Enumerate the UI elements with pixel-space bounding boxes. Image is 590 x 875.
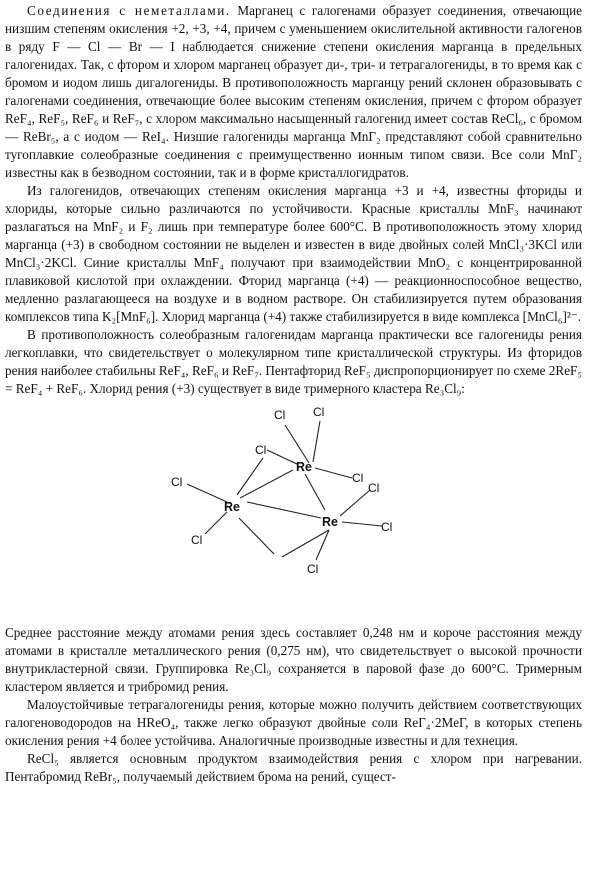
bond xyxy=(315,468,352,478)
paragraph-text: ReCl₅ является основным продуктом взаимодействия рения с хлором при нагревании. Пентабромид ReBr₅, получаемый действием брома на рений, сущест- xyxy=(5,751,582,784)
paragraph-5 xyxy=(5,696,582,750)
re-atom-right: Re xyxy=(322,515,338,529)
paragraph-4 xyxy=(5,624,582,696)
paragraph-6 xyxy=(5,750,582,786)
cl-atom: Cl xyxy=(381,520,393,534)
bond xyxy=(187,484,227,502)
bond xyxy=(240,470,293,498)
re3cl9-structure-diagram xyxy=(145,400,465,620)
cl-atom: Cl xyxy=(368,481,380,495)
bond xyxy=(313,421,320,462)
bond xyxy=(247,502,321,518)
bond xyxy=(285,425,309,463)
cl-atom: Cl xyxy=(274,408,286,422)
paragraph-text: Среднее расстояние между атомами рения здесь составляет 0,248 нм и короче расстояния между атомами в кристалле металлического рения (0,275 нм), что свидетельствует о высокой прочности внутрикластерной связи. Группировка Re₃Cl₉ сохраняется в паровой фазе до 600°С. Тримерным кластером является и трибромид рения. xyxy=(5,625,582,694)
re-atom-left: Re xyxy=(224,500,240,514)
bond xyxy=(282,530,329,557)
bond xyxy=(305,474,325,510)
cl-atom: Cl xyxy=(352,471,364,485)
bond xyxy=(342,522,382,526)
paragraph-text: В противоположность солеобразным галогенидам марганца практически все галогениды рения легкоплавки, что свидетельствует о молекулярном типе кристаллической структуры. Из фторидов рения наиболее стабильны ReF₄, ReF₆ и ReF₇. Пентафторид ReF₅ диспропорционирует по схеме 2ReF₅ = ReF₄ + ReF₆. Хлорид рения (+3) существует в виде тримерного кластера Re₃Cl₉: xyxy=(5,327,582,396)
paragraph-3 xyxy=(5,326,582,398)
re-atom-top: Re xyxy=(296,460,312,474)
section-lead: Соединения с неметаллами. xyxy=(27,3,231,18)
cl-atom: Cl xyxy=(191,533,203,547)
paragraph-text: Из галогенидов, отвечающих степеням окисления марганца +3 и +4, известны фториды и хлориды, которые сильно различаются по устойчивости. Красные кристаллы MnF₃ начинают разлагаться на MnF₂ и F₂ лишь при температуре более 600°С. В противоположность этому хлорид марганца (+3) в свободном состоянии не выделен и известен в виде двойных солей MnCl₃·3KCl или MnCl₃·2KCl. Синие кристаллы MnF₄ получают при взаимодействии MnO₂ с концентрированной плавиковой кислотой при охлаждении. Фторид марганца (+4) — реакционноспособное вещество, медленно разлагающееся на воздухе и в водном растворе. Он стабилизируется путем образования комплексов типа K₂[MnF₆]. Хлорид марганца (+4) также стабилизируется в виде комплекса [MnCl₆]²⁻. xyxy=(5,183,582,324)
bond xyxy=(340,490,370,516)
paragraph-2 xyxy=(5,182,582,326)
cl-atom: Cl xyxy=(313,405,325,419)
cl-atom: Cl xyxy=(171,475,183,489)
paragraph-text: Малоустойчивые тетрагалогениды рения, которые можно получить действием соответствующих галогеноводородов на HReO₄, также легко образуют двойные соли ReΓ₄·2MeΓ, в которых степень окисления рения +4 более устойчива. Аналогичные производные известны и для технеция. xyxy=(5,697,582,748)
bond xyxy=(316,530,329,560)
bond xyxy=(239,518,274,554)
paragraph-text: Марганец с галогенами образует соединения, отвечающие низшим степеням окисления +2, +3, +4, причем с уменьшением окислительной активности галогенов в ряду F — Cl — Br — I наблюдается снижение степени окисления марганца в предельных галогенидах. Так, с фтором и хлором марганец образует ди-, три- и тетрагалогениды, в то время как с бромом и иодом лишь дигалогениды. В противоположность марганцу рений склонен образовывать с галогенами соединения, отвечающие более высоким степеням окисления, причем с фтором образует ReF₄, ReF₅, ReF₆ и ReF₇, с хлором максимально насыщенный галогенид имеет состав ReCl₆, с бромом — ReBr₅, а с иодом — ReI₄. Низшие галогениды марганца MnΓ₂ представляют собой сравнительно тугоплавкие солеобразные соединения с преимущественно ионным типом связи. Все соли MnΓ₂ известны как в безводном состоянии, так и в форме кристаллогидратов. xyxy=(5,3,582,180)
cl-atom: Cl xyxy=(255,443,267,457)
bond xyxy=(267,450,297,464)
cl-atom: Cl xyxy=(307,562,319,576)
paragraph-1 xyxy=(5,2,582,182)
bond xyxy=(205,512,227,534)
bond xyxy=(237,458,263,495)
